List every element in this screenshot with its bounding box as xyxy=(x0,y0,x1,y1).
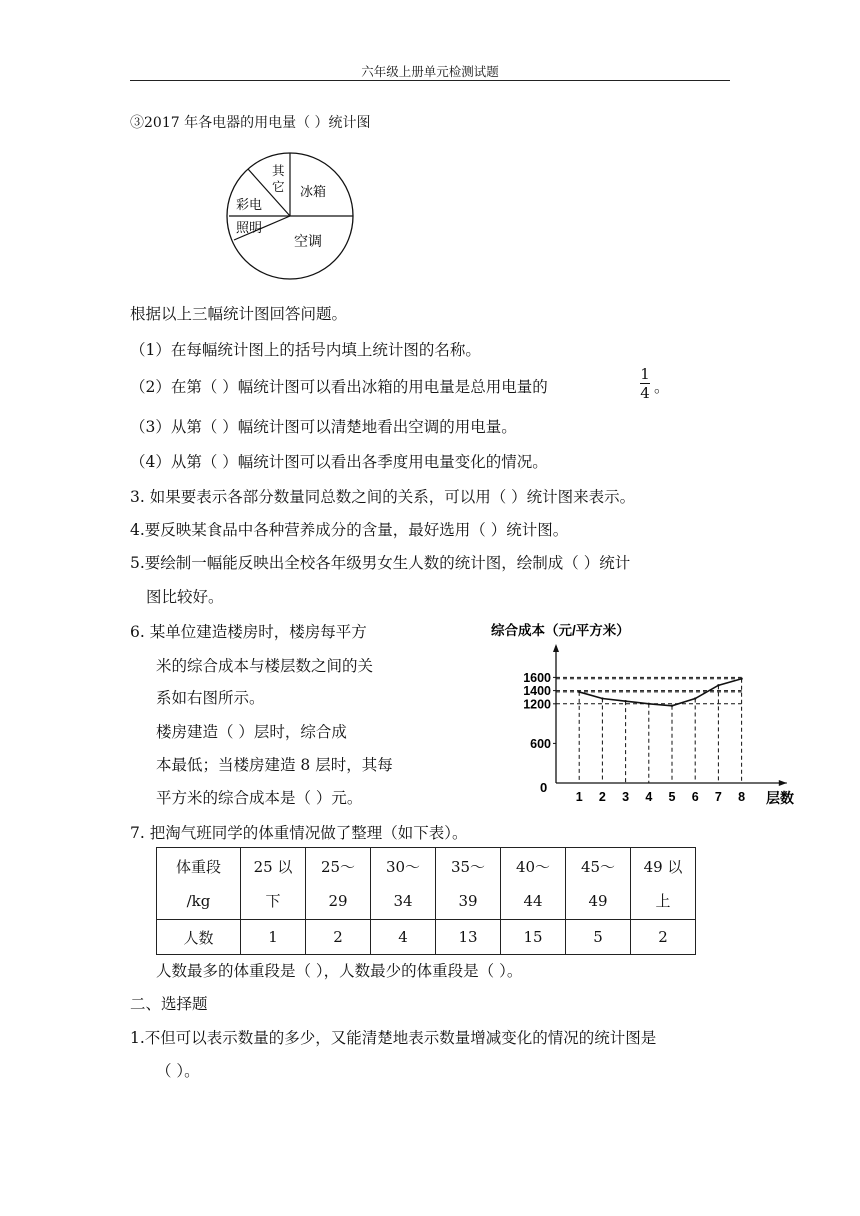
x-tick-label: 8 xyxy=(738,790,746,804)
x-tick-label: 5 xyxy=(668,790,676,804)
x-tick-label: 7 xyxy=(714,790,722,804)
choice-1-line-1: 1.不但可以表示数量的多少，又能清楚地表示数量增减变化的情况的统计图是 xyxy=(130,1029,657,1047)
header-cell: 49 以 上 xyxy=(631,848,696,920)
chart-origin-label: 0 xyxy=(540,780,548,795)
question-9-answer: 人数最多的体重段是（ ），人数最少的体重段是（ ）。 xyxy=(156,962,523,980)
question-2 xyxy=(130,375,548,397)
count-cell: 15 xyxy=(501,920,566,955)
section-2-title: 二、选择题 xyxy=(130,995,208,1013)
x-tick-label: 3 xyxy=(622,790,630,804)
question-8-line-5: 本最低；当楼房建造 8 层时，其每 xyxy=(156,756,393,774)
weight-table xyxy=(156,847,696,955)
data-point xyxy=(624,700,626,702)
y-tick-label: 1600 xyxy=(523,670,551,685)
pie-label-ac: 空调 xyxy=(294,233,322,249)
count-cell: 5 xyxy=(566,920,631,955)
pie-label-light: 照明 xyxy=(236,220,263,235)
y-tick-label: 600 xyxy=(530,736,551,751)
fraction-numerator: 1 xyxy=(640,365,650,383)
x-tick-label: 6 xyxy=(691,790,699,804)
header-rule xyxy=(130,80,730,81)
pie-label-other-1: 其 xyxy=(272,164,285,178)
question-3: （3）从第（ ）幅统计图可以清楚地看出空调的用电量。 xyxy=(130,418,517,436)
question-9: 7. 把淘气班同学的体重情况做了整理（如下表）。 xyxy=(130,824,468,842)
cost-line-chart xyxy=(488,618,808,810)
question-4: （4）从第（ ）幅统计图可以看出各季度用电量变化的情况。 xyxy=(130,453,548,471)
question-8-line-4: 楼房建造（ ）层时，综合成 xyxy=(156,723,347,741)
fraction-one-quarter xyxy=(640,366,650,401)
data-point xyxy=(740,678,742,680)
y-tick-label: 1400 xyxy=(523,684,551,699)
question-5: 3. 如果要表示各部分数量同总数之间的关系，可以用（ ）统计图来表示。 xyxy=(130,488,636,506)
question-8-line-6: 平方米的综合成本是（ ）元。 xyxy=(156,789,363,807)
count-cell: 1 xyxy=(241,920,306,955)
question-8-line-1: 6. 某单位建造楼房时，楼房每平方 xyxy=(130,623,367,641)
header-cell: 40～ 44 xyxy=(501,848,566,920)
question-1: （1）在每幅统计图上的括号内填上统计图的名称。 xyxy=(130,341,481,359)
pie-label-fridge: 冰箱 xyxy=(300,184,327,199)
page-header: 六年级上册单元检测试题 xyxy=(361,64,499,79)
data-point xyxy=(648,703,650,705)
header-cell: 体重段 /kg xyxy=(157,848,241,920)
question-8-line-3: 系如右图所示。 xyxy=(156,689,265,707)
pie-chart xyxy=(226,150,361,290)
fraction-denominator: 4 xyxy=(640,384,650,402)
table-row xyxy=(157,920,696,955)
y-tick-label: 1200 xyxy=(523,697,551,712)
header-cell: 25 以 下 xyxy=(241,848,306,920)
x-tick-label: 1 xyxy=(575,790,583,804)
row-label-cell: 人数 xyxy=(157,920,241,955)
count-cell: 13 xyxy=(436,920,501,955)
intro-text: 根据以上三幅统计图回答问题。 xyxy=(130,305,348,323)
pie-caption: ③2017 年各电器的用电量（ ）统计图 xyxy=(130,115,371,131)
header-cell: 35～ 39 xyxy=(436,848,501,920)
question-6: 4.要反映某食品中各种营养成分的含量，最好选用（ ）统计图。 xyxy=(130,521,569,539)
question-2-text: （2）在第（ ）幅统计图可以看出冰箱的用电量是总用电量的 xyxy=(130,378,548,396)
chart-title: 综合成本（元/平方米） xyxy=(491,623,630,638)
question-2-end: 。 xyxy=(654,378,670,396)
count-cell: 4 xyxy=(371,920,436,955)
question-7-line-1: 5.要绘制一幅能反映出全校各年级男女生人数的统计图，绘制成（ ）统计 xyxy=(130,554,631,572)
chart-x-label: 层数 xyxy=(766,790,794,806)
x-tick-label: 4 xyxy=(645,790,653,804)
pie-label-tv: 彩电 xyxy=(236,197,263,212)
table-header-row xyxy=(157,848,696,920)
question-7-line-2: 图比较好。 xyxy=(146,588,224,606)
header-cell: 45～ 49 xyxy=(566,848,631,920)
count-cell: 2 xyxy=(631,920,696,955)
pie-label-other-2: 它 xyxy=(272,180,285,194)
x-axis-arrow xyxy=(779,780,787,786)
header-cell: 30～ 34 xyxy=(371,848,436,920)
header-cell: 25～ 29 xyxy=(306,848,371,920)
x-tick-label: 2 xyxy=(598,790,606,804)
data-point xyxy=(601,697,603,699)
choice-1-line-2: （ ）。 xyxy=(156,1062,200,1080)
y-axis-arrow xyxy=(553,644,559,652)
data-point xyxy=(694,697,696,699)
data-point xyxy=(671,705,673,707)
count-cell: 2 xyxy=(306,920,371,955)
data-point xyxy=(578,691,580,693)
question-8-line-2: 米的综合成本与楼层数之间的关 xyxy=(156,657,374,675)
data-point xyxy=(717,684,719,686)
